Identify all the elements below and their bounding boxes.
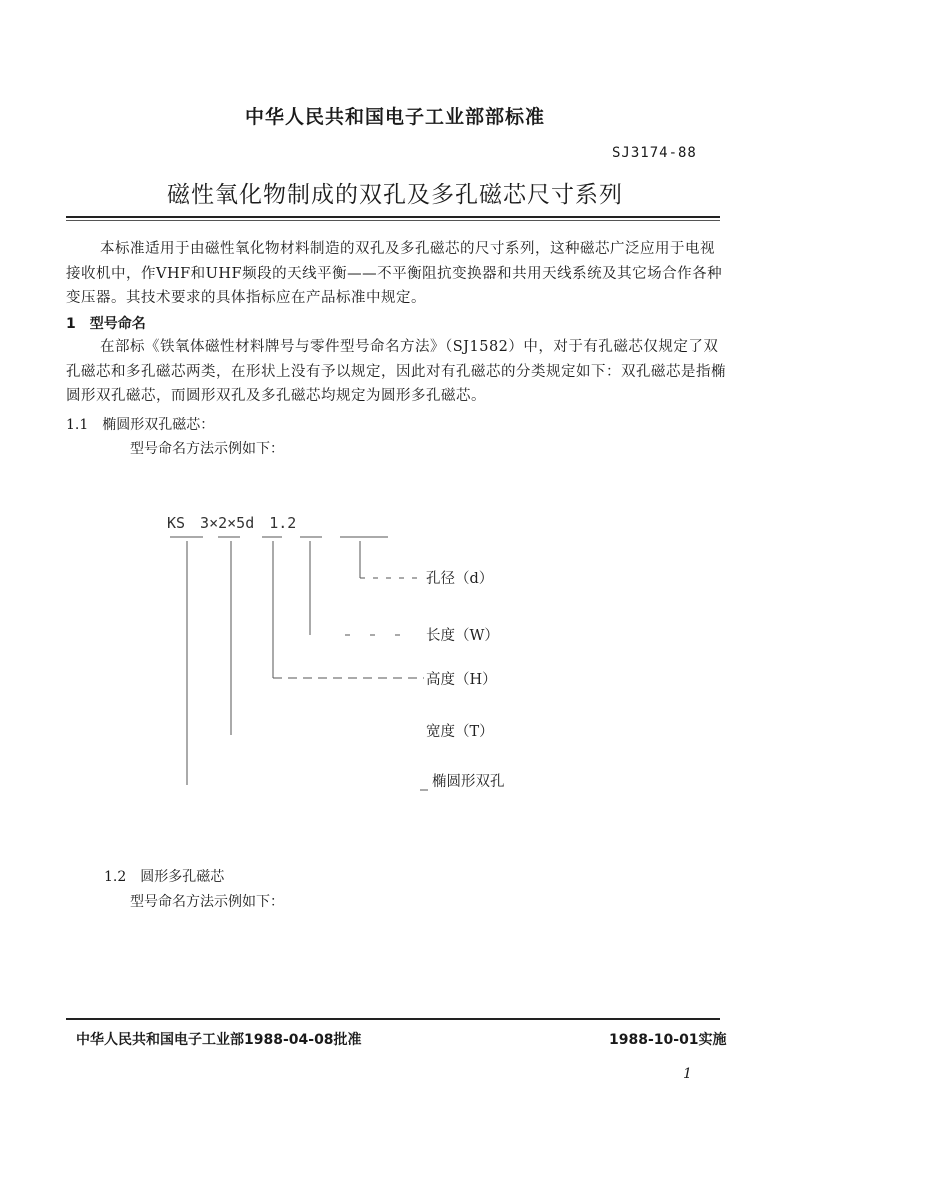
approval-date: 中华人民共和国电子工业部1988-04-08批准 xyxy=(76,1032,362,1048)
issuing-organization: 中华人民共和国电子工业部部标准 xyxy=(244,106,545,128)
document-title: 磁性氧化物制成的双孔及多孔磁芯尺寸系列 xyxy=(167,182,623,208)
label-height: 高度（H） xyxy=(426,672,497,688)
effective-date: 1988-10-01实施 xyxy=(609,1032,727,1048)
section-1-paragraph: 在部标《铁氧体磁性材料牌号与零件型号命名方法》（SJ1582）中，对于有孔磁芯仅规定了双孔磁芯和多孔磁芯两类，在形状上没有予以规定，因此对有孔磁芯的分类规定如下：双孔磁芯是指椭圆形双孔磁芯，而圆形双孔及多孔磁芯均规定为圆形多孔磁芯。 xyxy=(66,339,726,404)
page-number: 1 xyxy=(683,1066,692,1082)
section-1-heading: 1 型号命名 xyxy=(66,316,146,332)
subsection-1-1-heading: 1.1 椭圆形双孔磁芯： xyxy=(66,417,215,433)
intro-paragraph: 本标准适用于由磁性氧化物材料制造的双孔及多孔磁芯的尺寸系列，这种磁芯广泛应用于电视接收机中，作VHF和UHF频段的天线平衡——不平衡阻抗变换器和共用天线系统及其它场合作各种变压器。其技术要求的具体指标应在产品标准中规定。 xyxy=(66,241,723,306)
label-length: 长度（W） xyxy=(426,628,499,644)
label-oval-double-hole: 椭圆形双孔 xyxy=(432,774,505,790)
subsection-1-1-example: 型号命名方法示例如下： xyxy=(130,441,284,457)
label-hole-diameter: 孔径（d） xyxy=(426,571,494,587)
standard-code: SJ3174-88 xyxy=(612,145,697,161)
label-width: 宽度（T） xyxy=(426,724,494,740)
subsection-1-2-example: 型号命名方法示例如下： xyxy=(130,894,284,910)
model-formula: KS 3×2×5d 1.2 xyxy=(167,514,297,532)
subsection-1-2-heading: 1.2 圆形多孔磁芯 xyxy=(104,869,225,885)
footer-rule xyxy=(66,1018,720,1020)
